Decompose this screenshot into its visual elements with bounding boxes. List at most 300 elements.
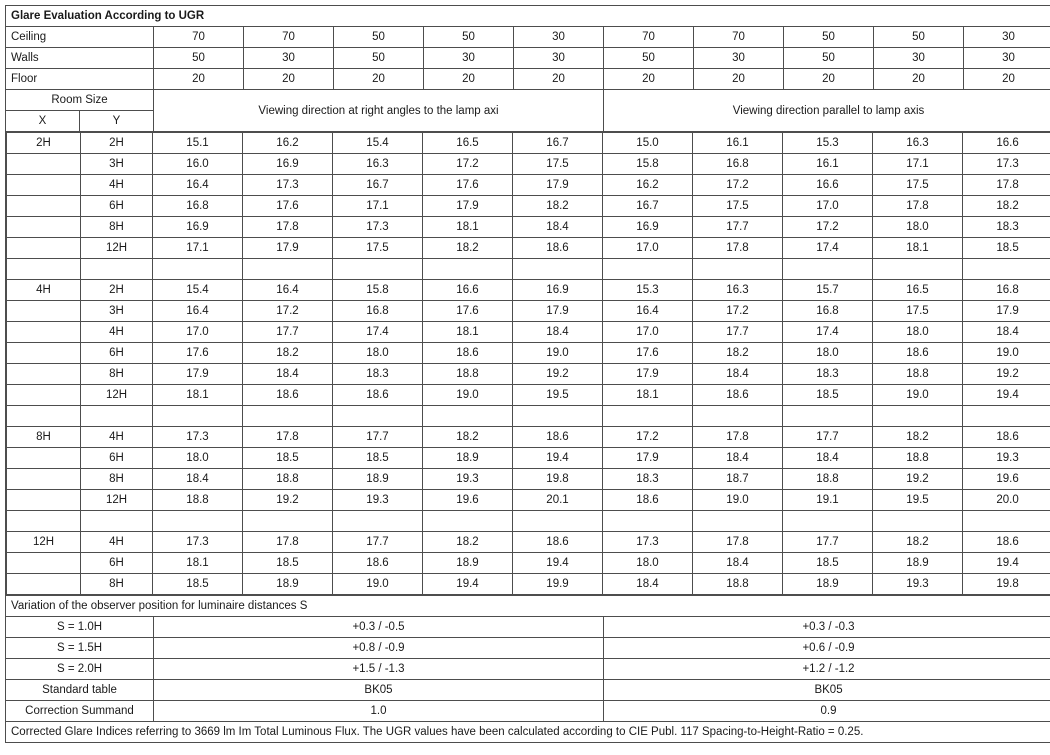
ugr-value: 19.5	[873, 490, 963, 511]
room-y: 12H	[81, 385, 153, 406]
room-x: 8H	[7, 427, 81, 448]
ugr-value: 17.8	[693, 427, 783, 448]
room-y: 8H	[81, 574, 153, 595]
ugr-value: 18.0	[783, 343, 873, 364]
table-row	[7, 133, 1050, 154]
ugr-value: 16.1	[783, 154, 873, 175]
ugr-value: 17.2	[603, 427, 693, 448]
ugr-value: 16.7	[603, 196, 693, 217]
ugr-value: 17.5	[513, 154, 603, 175]
standard-table-row	[6, 680, 1050, 701]
ugr-value: 17.5	[333, 238, 423, 259]
ugr-value: 18.2	[693, 343, 783, 364]
variation-header-row	[6, 596, 1050, 617]
ugr-value: 18.2	[423, 532, 513, 553]
ugr-value: 16.6	[783, 175, 873, 196]
standard-table-perpendicular-value: BK05	[154, 680, 604, 701]
walls-value: 30	[244, 48, 334, 69]
ugr-value: 16.9	[243, 154, 333, 175]
ugr-value: 17.9	[153, 364, 243, 385]
ugr-value: 17.9	[513, 175, 603, 196]
variation-label: S = 1.5H	[6, 638, 154, 659]
ugr-value: 19.3	[423, 469, 513, 490]
room-size-label: Room Size	[6, 90, 154, 111]
ugr-value: 16.2	[243, 133, 333, 154]
ugr-value: 19.4	[513, 553, 603, 574]
ugr-value: 16.3	[873, 133, 963, 154]
ugr-value: 17.3	[153, 532, 243, 553]
ugr-value: 16.6	[423, 280, 513, 301]
ugr-value: 18.2	[873, 532, 963, 553]
floor-label: Floor	[6, 69, 154, 90]
ugr-value: 15.4	[333, 133, 423, 154]
ugr-value: 18.4	[693, 448, 783, 469]
variation-row	[6, 617, 1050, 638]
floor-value: 20	[424, 69, 514, 90]
ceiling-value: 70	[604, 27, 694, 48]
ugr-value: 19.0	[423, 385, 513, 406]
ceiling-value: 50	[784, 27, 874, 48]
ugr-value: 19.3	[873, 574, 963, 595]
ugr-value: 18.9	[783, 574, 873, 595]
table-row	[7, 238, 1050, 259]
ugr-values-table	[6, 132, 1050, 595]
ugr-value: 18.5	[783, 553, 873, 574]
room-y: 3H	[81, 154, 153, 175]
ugr-value: 17.8	[243, 427, 333, 448]
room-y: 8H	[81, 469, 153, 490]
ugr-value: 17.0	[603, 322, 693, 343]
ugr-value: 18.1	[153, 385, 243, 406]
ugr-value: 18.2	[963, 196, 1050, 217]
ugr-value: 17.2	[243, 301, 333, 322]
table-row	[7, 343, 1050, 364]
ugr-value: 18.6	[513, 427, 603, 448]
ugr-value: 19.0	[513, 343, 603, 364]
ugr-value: 18.1	[603, 385, 693, 406]
variation-parallel-value: +1.2 / -1.2	[604, 659, 1050, 680]
ugr-value: 16.3	[693, 280, 783, 301]
room-y: 8H	[81, 364, 153, 385]
ugr-value: 18.0	[153, 448, 243, 469]
ugr-value: 15.8	[333, 280, 423, 301]
ugr-value: 18.4	[513, 322, 603, 343]
glare-evaluation-table	[5, 5, 1050, 743]
walls-value: 30	[424, 48, 514, 69]
table-row	[7, 196, 1050, 217]
ugr-value: 18.4	[513, 217, 603, 238]
ugr-value: 16.2	[603, 175, 693, 196]
table-row	[7, 532, 1050, 553]
ugr-value: 18.6	[963, 427, 1050, 448]
ugr-value: 16.3	[333, 154, 423, 175]
ugr-value: 18.3	[603, 469, 693, 490]
room-y: 8H	[81, 217, 153, 238]
ugr-value: 17.6	[603, 343, 693, 364]
floor-value: 20	[964, 69, 1050, 90]
ugr-value: 17.9	[243, 238, 333, 259]
table-row	[7, 322, 1050, 343]
ugr-value: 18.4	[153, 469, 243, 490]
ceiling-value: 50	[424, 27, 514, 48]
ugr-value: 16.5	[873, 280, 963, 301]
ugr-value: 19.3	[333, 490, 423, 511]
ugr-value: 17.8	[243, 532, 333, 553]
ugr-value: 17.5	[873, 175, 963, 196]
ugr-value: 16.4	[153, 301, 243, 322]
ugr-value: 16.9	[513, 280, 603, 301]
ugr-value: 18.5	[243, 448, 333, 469]
ugr-value: 19.0	[873, 385, 963, 406]
ugr-value: 17.8	[873, 196, 963, 217]
ceiling-value: 30	[964, 27, 1050, 48]
variation-label: S = 1.0H	[6, 617, 154, 638]
walls-value: 50	[784, 48, 874, 69]
ugr-value: 18.4	[693, 364, 783, 385]
ugr-value: 18.5	[333, 448, 423, 469]
ugr-value: 18.5	[783, 385, 873, 406]
ugr-value: 16.4	[243, 280, 333, 301]
group-spacer	[7, 406, 1050, 427]
room-y: 12H	[81, 490, 153, 511]
ugr-value: 20.0	[963, 490, 1050, 511]
ugr-value: 15.7	[783, 280, 873, 301]
ugr-value: 17.2	[693, 301, 783, 322]
room-y: 4H	[81, 175, 153, 196]
ugr-value: 17.5	[873, 301, 963, 322]
ugr-value: 17.3	[153, 427, 243, 448]
ugr-value: 16.5	[423, 133, 513, 154]
ugr-value: 18.9	[423, 553, 513, 574]
ugr-value: 17.1	[873, 154, 963, 175]
ugr-value: 18.3	[963, 217, 1050, 238]
ugr-value: 16.8	[693, 154, 783, 175]
ugr-value: 18.6	[333, 553, 423, 574]
room-x: 4H	[7, 280, 81, 301]
ugr-value: 17.6	[153, 343, 243, 364]
table-row	[7, 364, 1050, 385]
ugr-value: 17.2	[423, 154, 513, 175]
ugr-value: 16.8	[333, 301, 423, 322]
ugr-table-sheet	[0, 5, 1050, 755]
ugr-value: 17.9	[423, 196, 513, 217]
ugr-value: 16.4	[153, 175, 243, 196]
ugr-value: 18.9	[333, 469, 423, 490]
walls-value: 50	[604, 48, 694, 69]
ugr-value: 18.8	[423, 364, 513, 385]
ugr-value: 17.7	[783, 427, 873, 448]
ugr-value: 18.0	[603, 553, 693, 574]
ugr-value: 19.4	[423, 574, 513, 595]
walls-value: 50	[334, 48, 424, 69]
room-y: 3H	[81, 301, 153, 322]
ugr-value: 17.1	[333, 196, 423, 217]
ugr-value: 17.2	[783, 217, 873, 238]
ugr-value: 18.3	[783, 364, 873, 385]
reflectance-row-floor	[6, 69, 1050, 90]
floor-value: 20	[604, 69, 694, 90]
walls-value: 50	[154, 48, 244, 69]
ugr-value: 17.0	[153, 322, 243, 343]
viewing-direction-parallel-label: Viewing direction parallel to lamp axis	[604, 90, 1050, 132]
ugr-value: 18.9	[423, 448, 513, 469]
group-spacer	[7, 511, 1050, 532]
ugr-value: 19.1	[783, 490, 873, 511]
ugr-value: 17.4	[333, 322, 423, 343]
ugr-value: 17.3	[963, 154, 1050, 175]
ugr-value: 18.1	[423, 217, 513, 238]
ugr-value: 18.4	[963, 322, 1050, 343]
ugr-value: 17.9	[603, 364, 693, 385]
ugr-value: 18.6	[693, 385, 783, 406]
ugr-value: 17.7	[783, 532, 873, 553]
floor-value: 20	[514, 69, 604, 90]
floor-value: 20	[694, 69, 784, 90]
variation-perpendicular-value: +0.3 / -0.5	[154, 617, 604, 638]
ugr-value: 18.6	[333, 385, 423, 406]
ugr-value: 19.4	[963, 385, 1050, 406]
ugr-value: 18.6	[873, 343, 963, 364]
table-row	[7, 280, 1050, 301]
standard-table-parallel-value: BK05	[604, 680, 1050, 701]
ugr-value: 18.8	[153, 490, 243, 511]
correction-summand-row	[6, 701, 1050, 722]
ugr-value: 17.8	[963, 175, 1050, 196]
variation-row	[6, 659, 1050, 680]
ugr-value: 17.3	[333, 217, 423, 238]
floor-value: 20	[154, 69, 244, 90]
table-row	[7, 469, 1050, 490]
variation-header-label: Variation of the observer position for luminaire distances S	[6, 596, 1050, 617]
table-row	[7, 217, 1050, 238]
ugr-value: 19.2	[243, 490, 333, 511]
ugr-value: 17.5	[693, 196, 783, 217]
ugr-value: 17.7	[693, 217, 783, 238]
ugr-value: 16.7	[513, 133, 603, 154]
ugr-value: 18.8	[693, 574, 783, 595]
ugr-value: 18.5	[243, 553, 333, 574]
ugr-value: 18.6	[513, 238, 603, 259]
ugr-value: 16.9	[603, 217, 693, 238]
table-row	[7, 490, 1050, 511]
group-spacer	[7, 259, 1050, 280]
room-size-x-label: X	[6, 111, 80, 132]
ugr-value: 19.9	[513, 574, 603, 595]
ugr-value: 18.6	[243, 385, 333, 406]
ugr-value: 18.4	[243, 364, 333, 385]
variation-parallel-value: +0.3 / -0.3	[604, 617, 1050, 638]
ugr-value: 17.7	[693, 322, 783, 343]
ugr-value: 20.1	[513, 490, 603, 511]
ugr-value: 19.6	[963, 469, 1050, 490]
room-x: 2H	[7, 133, 81, 154]
walls-value: 30	[694, 48, 784, 69]
ceiling-value: 70	[244, 27, 334, 48]
ugr-value: 19.2	[963, 364, 1050, 385]
ugr-value: 17.3	[603, 532, 693, 553]
ugr-value: 18.0	[333, 343, 423, 364]
room-y: 6H	[81, 196, 153, 217]
ugr-value: 19.0	[333, 574, 423, 595]
ugr-value: 19.2	[873, 469, 963, 490]
ugr-value: 15.4	[153, 280, 243, 301]
room-x: 12H	[7, 532, 81, 553]
ugr-value: 19.8	[963, 574, 1050, 595]
ceiling-value: 50	[874, 27, 964, 48]
walls-value: 30	[874, 48, 964, 69]
ugr-value: 15.0	[603, 133, 693, 154]
ugr-value: 18.6	[603, 490, 693, 511]
floor-value: 20	[244, 69, 334, 90]
ugr-value: 18.9	[873, 553, 963, 574]
ugr-value: 17.8	[693, 238, 783, 259]
standard-table-label: Standard table	[6, 680, 154, 701]
reflectance-row-walls	[6, 48, 1050, 69]
ugr-value: 19.6	[423, 490, 513, 511]
title-row	[6, 6, 1050, 27]
room-y: 6H	[81, 448, 153, 469]
ugr-value: 18.1	[153, 553, 243, 574]
ugr-value: 15.8	[603, 154, 693, 175]
viewing-direction-perpendicular-label: Viewing direction at right angles to the lamp axi	[154, 90, 604, 132]
ugr-value: 17.7	[243, 322, 333, 343]
ugr-value: 18.8	[873, 448, 963, 469]
ugr-value: 18.0	[873, 322, 963, 343]
ugr-value: 18.5	[963, 238, 1050, 259]
ugr-value: 18.8	[243, 469, 333, 490]
ugr-value: 17.6	[243, 196, 333, 217]
ugr-value: 18.2	[423, 238, 513, 259]
table-row	[7, 574, 1050, 595]
ugr-value: 17.8	[693, 532, 783, 553]
correction-summand-parallel-value: 0.9	[604, 701, 1050, 722]
ceiling-value: 70	[154, 27, 244, 48]
ugr-value: 19.8	[513, 469, 603, 490]
ugr-value: 17.3	[243, 175, 333, 196]
table-row	[7, 154, 1050, 175]
ugr-value: 18.2	[513, 196, 603, 217]
ceiling-label: Ceiling	[6, 27, 154, 48]
room-y: 4H	[81, 532, 153, 553]
variation-label: S = 2.0H	[6, 659, 154, 680]
ugr-value: 19.4	[513, 448, 603, 469]
ugr-value: 18.8	[873, 364, 963, 385]
ugr-value: 18.7	[693, 469, 783, 490]
ugr-value: 16.0	[153, 154, 243, 175]
ugr-value: 16.9	[153, 217, 243, 238]
ugr-value: 17.4	[783, 322, 873, 343]
ugr-value: 18.6	[963, 532, 1050, 553]
table-row	[7, 385, 1050, 406]
room-y: 4H	[81, 322, 153, 343]
ugr-value: 18.0	[873, 217, 963, 238]
ugr-value: 18.6	[423, 343, 513, 364]
ceiling-value: 50	[334, 27, 424, 48]
ugr-value: 18.2	[423, 427, 513, 448]
ugr-value: 17.0	[603, 238, 693, 259]
ugr-value: 18.5	[153, 574, 243, 595]
floor-value: 20	[334, 69, 424, 90]
ugr-value: 18.1	[423, 322, 513, 343]
ugr-value: 17.8	[243, 217, 333, 238]
variation-row	[6, 638, 1050, 659]
room-size-header-row	[6, 90, 1050, 111]
ugr-value: 19.5	[513, 385, 603, 406]
ugr-value: 17.0	[783, 196, 873, 217]
ugr-value: 17.4	[783, 238, 873, 259]
footnote-text: Corrected Glare Indices referring to 3669 lm Im Total Luminous Flux. The UGR values have been calculated according to CIE Publ. 117 Spacing-to-Height-Ratio = 0.25.	[6, 722, 1050, 743]
room-y: 4H	[81, 427, 153, 448]
floor-value: 20	[874, 69, 964, 90]
ugr-value: 18.4	[603, 574, 693, 595]
ugr-value: 16.6	[963, 133, 1050, 154]
ugr-value: 19.3	[963, 448, 1050, 469]
room-y: 12H	[81, 238, 153, 259]
variation-perpendicular-value: +0.8 / -0.9	[154, 638, 604, 659]
table-row	[7, 448, 1050, 469]
ugr-value: 17.2	[693, 175, 783, 196]
table-row	[7, 301, 1050, 322]
table-row	[7, 553, 1050, 574]
room-y: 6H	[81, 553, 153, 574]
variation-parallel-value: +0.6 / -0.9	[604, 638, 1050, 659]
ugr-value: 16.8	[153, 196, 243, 217]
ugr-value: 16.4	[603, 301, 693, 322]
ugr-value: 16.7	[333, 175, 423, 196]
ugr-value: 19.0	[693, 490, 783, 511]
ugr-value: 18.4	[783, 448, 873, 469]
ugr-value: 15.3	[783, 133, 873, 154]
ugr-value: 16.1	[693, 133, 783, 154]
correction-summand-label: Correction Summand	[6, 701, 154, 722]
correction-summand-perpendicular-value: 1.0	[154, 701, 604, 722]
ugr-value: 18.9	[243, 574, 333, 595]
ugr-value: 18.4	[693, 553, 783, 574]
ugr-value: 17.9	[513, 301, 603, 322]
ugr-value: 18.8	[783, 469, 873, 490]
ugr-value: 19.4	[963, 553, 1050, 574]
ugr-value: 17.6	[423, 301, 513, 322]
ugr-value: 19.2	[513, 364, 603, 385]
floor-value: 20	[784, 69, 874, 90]
walls-label: Walls	[6, 48, 154, 69]
page-title: Glare Evaluation According to UGR	[6, 6, 1050, 27]
variation-perpendicular-value: +1.5 / -1.3	[154, 659, 604, 680]
ugr-value: 16.8	[783, 301, 873, 322]
table-row	[7, 427, 1050, 448]
room-size-y-label: Y	[80, 111, 154, 132]
ugr-value: 17.6	[423, 175, 513, 196]
ceiling-value: 70	[694, 27, 784, 48]
room-y: 2H	[81, 280, 153, 301]
ugr-value: 19.0	[963, 343, 1050, 364]
room-y: 2H	[81, 133, 153, 154]
ugr-value: 15.1	[153, 133, 243, 154]
ugr-value: 17.1	[153, 238, 243, 259]
data-block-row	[6, 132, 1050, 596]
ugr-value: 16.8	[963, 280, 1050, 301]
ugr-value: 15.3	[603, 280, 693, 301]
ugr-value: 18.2	[873, 427, 963, 448]
reflectance-row-ceiling	[6, 27, 1050, 48]
ugr-value: 17.7	[333, 532, 423, 553]
ceiling-value: 30	[514, 27, 604, 48]
ugr-value: 17.7	[333, 427, 423, 448]
ugr-value: 18.6	[513, 532, 603, 553]
table-row	[7, 175, 1050, 196]
walls-value: 30	[964, 48, 1050, 69]
ugr-value: 18.1	[873, 238, 963, 259]
